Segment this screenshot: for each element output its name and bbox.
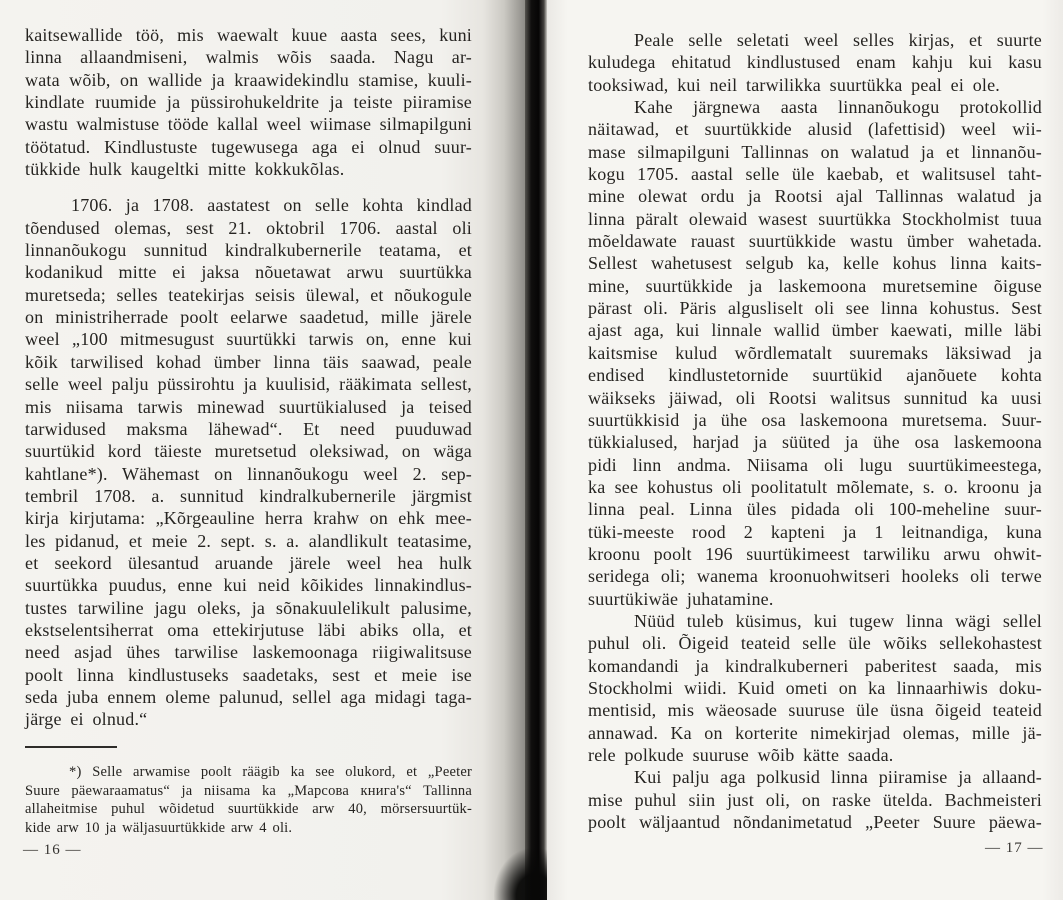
footnote-text: [25, 763, 472, 838]
gutter-bottom-shadow: [494, 848, 554, 900]
text-line: kirja kirjutama: „Kõrgeauline herra krahw on ehk mee-: [25, 508, 472, 529]
text-line: selle weel palju püssirohtu ja kuulisid, rääkimata sellest,: [25, 374, 472, 395]
text-line: endised kindlustetornide suurtükid ajanõuete kohta: [588, 365, 1042, 386]
text-line: seda juba ennem oleme palunud, sellel aga midagi taga-: [25, 686, 472, 707]
text-line: ekstselentsiherrat oma ettekirjutuse läbi abiks olla, et: [25, 619, 472, 640]
text-line: 1706. ja 1708. aastatest on selle kohta kindlad: [71, 195, 472, 216]
left-page-text: [25, 24, 472, 731]
footnote-separator-rule: [25, 746, 117, 748]
text-line: mõeldawate rauast suurtükkide wastu ümber wahetada.: [588, 231, 1042, 252]
text-line: kõik tarwilised kohad ümber linna täis saawad, peale: [25, 351, 472, 372]
text-line: suurtükkisid ja ühe osa laskemoona muretsema. Suur-: [588, 409, 1042, 430]
text-line: mine, suurtükkide ja laskemoona muretsemine õiguse: [588, 275, 1042, 296]
text-line: on ministriherrade poolt eelarwe saadetud, mille järele: [25, 307, 472, 328]
paragraph: [25, 24, 472, 180]
text-line: Suure päewaraamatus“ ja niisama ka „Марсова книга's“ Tallinna: [25, 782, 472, 799]
text-line: suurtükiwäe juhatamine.: [588, 588, 774, 609]
text-line: muretseda; selles teatekirjas seisis ülewal, et nõukogule: [25, 284, 472, 305]
text-line: linna peal. Linna üles pidada oli 100-meheline suur-: [588, 499, 1042, 520]
text-line: näitawad, et suurtükkide alusid (lafettisid) weel wii-: [588, 119, 1042, 140]
text-line: wata wõib, on wallide ja kraawidekindlu stamise, kuuli-: [25, 69, 472, 90]
text-line: linnanõukogu sunnitud kindralkubernerile teatama, et: [25, 240, 472, 261]
paragraph: [588, 96, 1042, 610]
text-line: need asjad ühes tarwilise laskemoonaga riigiwalitsuse: [25, 642, 472, 663]
right-page: [547, 0, 1063, 900]
text-line: Sellest wahetusest selgub ka, kelle kohus linna kaits-: [588, 253, 1042, 274]
text-line: linna allaandmiseni, walmis wõis saada. Nagu ar-: [25, 47, 472, 68]
text-line: suurtükid kord täieste muretsetud oleksiwad, on wäga: [25, 441, 472, 462]
text-line: mase silmapilguni Tallinnas on walatud ja et linnanõu-: [588, 141, 1042, 162]
text-line: kahtlane*). Wähemast on linnanõukogu weel 2. sep-: [25, 463, 472, 484]
text-line: Nüüd tuleb küsimus, kui tugew linna wägi sellel: [634, 610, 1042, 631]
text-line: seridega oli; wanema kroonuohwitseri hooleks oli terwe: [588, 566, 1042, 587]
right-page-text: [588, 29, 1042, 833]
text-line: Peale selle seletati weel selles kirjas, et suurte: [634, 30, 1042, 50]
text-line: järge ei olnud.“: [25, 709, 148, 730]
left-page-number: — 16 —: [23, 842, 82, 858]
text-line: les pidanud, et meie 2. sept. s. a. alandlikult teatasime,: [25, 530, 472, 551]
text-line: kroonu poolt 196 suurtükimeest tarwiliku arwu ohwit-: [588, 543, 1042, 564]
text-line: komandandi ja kindralkuberneri paberitest saada, mis: [588, 655, 1042, 676]
text-line: mine olewat ordu ja Rootsi ajal Tallinnas walatud ja: [588, 186, 1042, 207]
paragraph: [588, 29, 1042, 96]
text-line: mis niisama tarwis minewad suurtükialused ja teised: [25, 396, 472, 417]
paragraph: [25, 763, 472, 838]
left-page: [0, 0, 525, 900]
text-line: ajast aga, kui linnale wallid ümber kaewati, mille läbi: [588, 320, 1042, 341]
text-line: wäikseks jäiwad, oli Rootsi walitsus sunnitud ka uusi: [588, 387, 1042, 408]
text-line: mise puhul siin just oli, on raske ütelda. Bachmeisteri: [588, 789, 1042, 810]
text-line: tüki-meeste rood 2 kapteni ja 1 leitnandiga, kuna: [588, 521, 1042, 542]
text-line: poolt wäljaantud nõndanimetatud „Peeter Suure päewa-: [588, 812, 1042, 833]
text-line: kaitsmise kulud wõrdlematalt suuremaks läksiwad ja: [588, 342, 1042, 363]
book-gutter-shadow: [525, 0, 547, 900]
text-line: ka see kohustus oli poolitatult mõlemate, s. o. kroonu ja: [588, 476, 1042, 497]
text-line: tükkialused, harjad ja süüted ja ühe osa laskemoona: [588, 432, 1042, 453]
text-line: Kui palju aga polkusid linna piiramise ja allaand-: [634, 767, 1042, 788]
text-line: allaheitmise puhul wõidetud suurtükkide arw 40, mörsersuurtük-: [25, 801, 472, 818]
text-line: annawad. Ka on korterite nimekirjad olemas, mille jä-: [588, 722, 1042, 743]
text-line: Kahe järgnewa aasta linnanõukogu protokollid: [634, 97, 1042, 118]
text-line: kogu 1705. aastal selle üle kaebab, et walitsusel taht-: [588, 164, 1042, 185]
text-line: kindlate ruumide ja püssirohukeldrite ja teiste piiramise: [25, 92, 472, 113]
text-line: wastu walmistuse tööde kallal weel wiimase silmapilguni: [25, 114, 472, 135]
text-line: töötatud. Kindlustuste tugewusega aga ei olnud suur-: [25, 136, 472, 157]
text-line: kodanikud mitte ei jaksa nõuetawat arwu suurtükka: [25, 262, 472, 283]
text-line: linna päralt olewaid wasest suurtükka Stockholmist tuua: [588, 208, 1042, 229]
text-line: puhul oli. Õigeid teateid selle üle wõiks sellekohastest: [588, 633, 1042, 654]
text-line: kaitsewallide töö, mis waewalt kuue aasta sees, kuni: [25, 25, 472, 45]
text-line: tükkide hulk kaugeltki mitte kokkukõlas.: [25, 159, 345, 180]
text-line: kuludega ehitatud kindlustused enam kahju kui kasu: [588, 52, 1042, 73]
paragraph: [588, 610, 1042, 766]
text-line: tembril 1708. a. sunnitud kindralkubernerile järgmist: [25, 485, 472, 506]
text-line: poolt linna kindlustuseks saadetaks, sest et meie ise: [25, 664, 472, 685]
paragraph: [588, 766, 1042, 833]
text-line: tarwidused maksma lähewad“. Et need puuduwad: [25, 418, 472, 439]
text-line: rele polkude suuruse wõib kätte saada.: [588, 745, 894, 765]
text-line: weel „100 mitmesugust suurtükki tarwis on, enne kui: [25, 329, 472, 350]
text-line: tustes tarwiline jagu oleks, ja sõnakuulelikult palusime,: [25, 597, 472, 618]
text-line: suurtükka puudus, enne kui neid kõikides linnakindlus-: [25, 575, 472, 596]
text-line: tooksiwad, kui neil tarwilikka suurtükka peal ei ole.: [588, 74, 1001, 95]
paragraph: [25, 194, 472, 730]
text-line: kide arw 10 ja wäljasuurtükkide arw 4 oli.: [25, 820, 293, 837]
text-line: pärast oli. Päris algusliselt oli see linna kohustus. Sest: [588, 298, 1042, 319]
right-page-number: — 17 —: [985, 840, 1044, 856]
text-line: pidi linn andma. Niisama oli lugu suurtükimeestega,: [588, 454, 1042, 475]
text-line: et seekord ülesantud aruande järele weel hea hulk: [25, 552, 472, 573]
text-line: Stockholmi wiidi. Kuid ometi on ka linnaarhiwis doku-: [588, 677, 1042, 698]
text-line: *) Selle arwamise poolt räägib ka see olukord, et „Peeter: [69, 764, 472, 780]
text-line: mentisid, mis wäeosade suuruse üle üsna õigeid teateid: [588, 700, 1042, 721]
text-line: tõendused olemas, sest 21. oktobril 1706. aastal oli: [25, 217, 472, 238]
left-page-footnote: [25, 744, 472, 838]
